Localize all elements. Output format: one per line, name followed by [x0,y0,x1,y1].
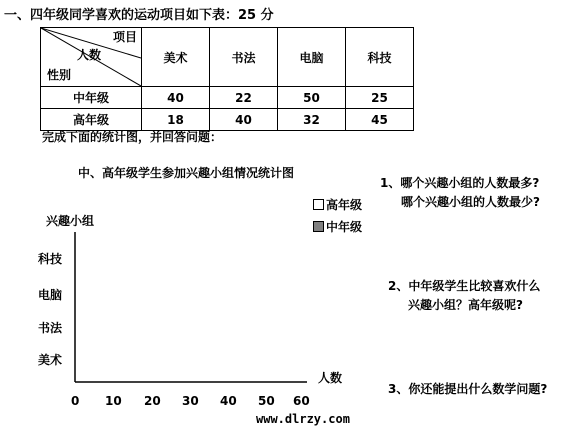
table-cell: 25 [346,87,414,109]
table-cell: 22 [210,87,278,109]
table-cell: 40 [210,109,278,131]
legend-swatch-white [313,199,324,210]
question-1-line-1: 1、哪个兴趣小组的人数最多? [380,176,540,190]
legend-item-middle [313,218,362,235]
x-tick-label: 30 [182,394,199,408]
corner-label-gender: 性别 [47,68,72,82]
column-header: 书法 [210,28,278,87]
corner-label-count: 人数 [77,48,102,62]
column-header: 电脑 [278,28,346,87]
watermark-text: www.dlrzy.com [256,412,350,426]
x-tick-label: 10 [105,394,122,408]
question-1-line-2: 哪个兴趣小组的人数最少? [401,195,540,209]
row-label: 中年级 [41,87,142,109]
y-category-label: 美术 [38,353,63,367]
corner-label-project: 项目 [112,30,137,44]
table-cell: 50 [278,87,346,109]
question-2-line-2: 兴趣小组？高年级呢? [408,298,523,312]
table-cell: 18 [142,109,210,131]
table-cell: 32 [278,109,346,131]
x-tick-label: 40 [220,394,237,408]
chart-title: 中、高年级学生参加兴趣小组情况统计图 [78,166,295,180]
column-header: 美术 [142,28,210,87]
y-category-label: 书法 [38,321,63,335]
column-header: 科技 [346,28,414,87]
x-tick-label: 20 [144,394,161,408]
table-cell: 40 [142,87,210,109]
question-2-line-1: 2、中年级学生比较喜欢什么 [388,279,541,293]
y-axis-label: 兴趣小组 [46,214,95,228]
x-tick-label: 0 [71,394,80,408]
instruction-text: 完成下面的统计图，并回答问题： [42,130,223,144]
x-tick-label: 60 [293,394,310,408]
x-tick-label: 50 [258,394,275,408]
row-label: 高年级 [41,109,142,131]
legend-swatch-gray [313,221,324,232]
y-category-label: 电脑 [38,288,63,302]
question-3: 3、你还能提出什么数学问题? [388,382,548,396]
y-category-label: 科技 [38,252,63,266]
legend-label: 高年级 [326,198,363,212]
x-axis-label: 人数 [318,371,343,385]
legend-label: 中年级 [326,220,363,234]
legend-item-senior [313,196,362,213]
section-title: 一、四年级同学喜欢的运动项目如下表：25 分 [4,8,274,23]
table-cell: 45 [346,109,414,131]
